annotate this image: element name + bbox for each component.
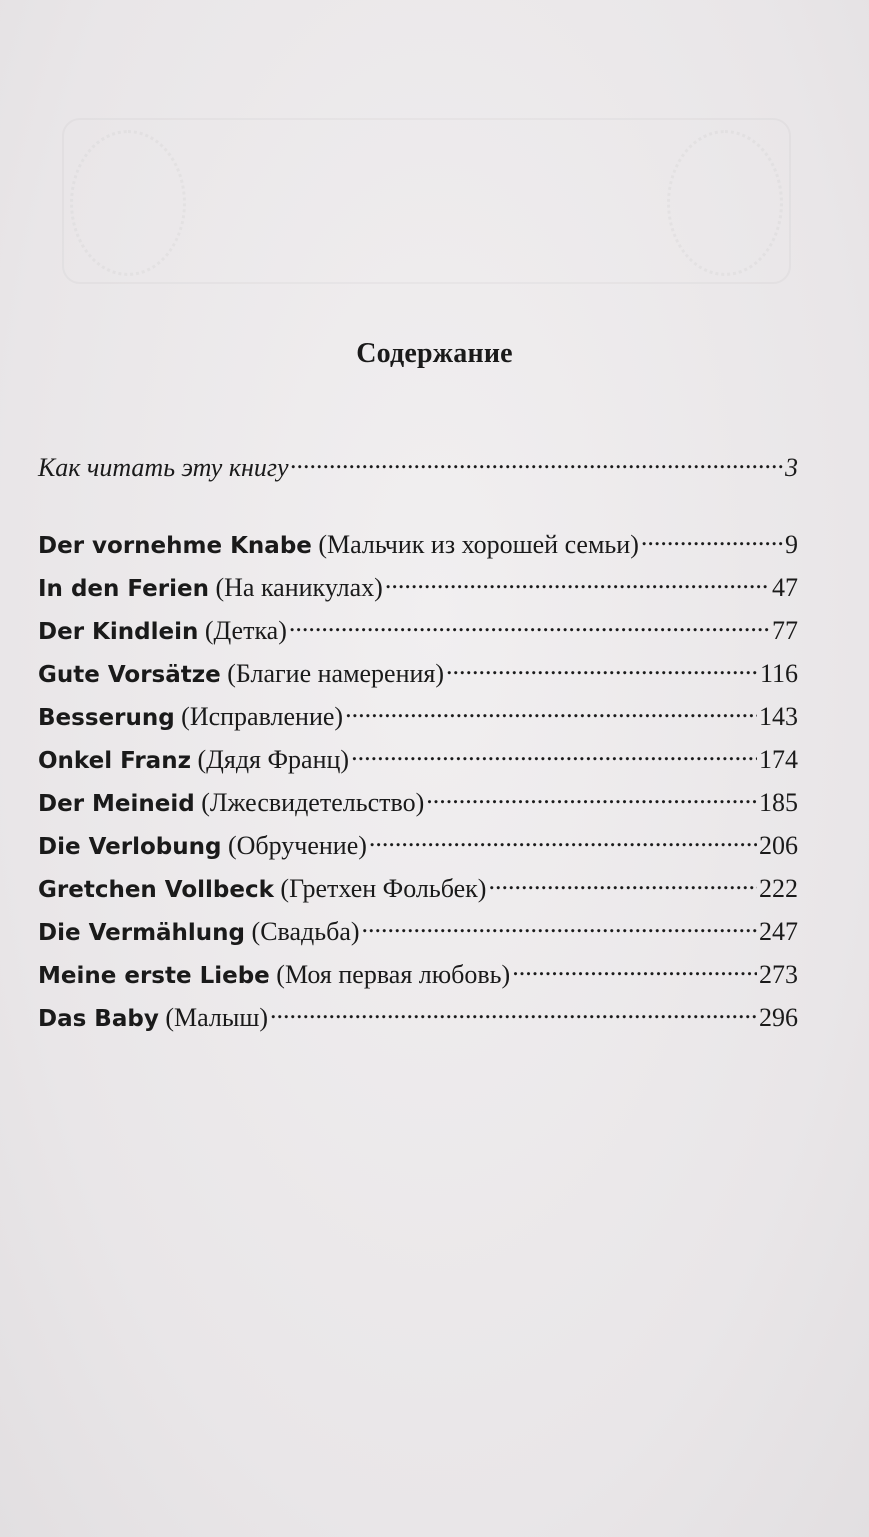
- toc-intro-page: 3: [785, 453, 798, 482]
- dot-leader: [385, 562, 770, 596]
- dot-leader: [369, 820, 757, 854]
- toc-entry-page: 47: [772, 573, 798, 602]
- toc-entry-page: 247: [759, 917, 798, 946]
- toc-entry-russian-title: (Моя первая любовь): [276, 960, 511, 989]
- toc-intro-line: [38, 442, 798, 485]
- contents-heading: Содержание: [356, 338, 513, 369]
- toc-entry-page: 116: [759, 659, 798, 688]
- dot-leader: [351, 734, 757, 768]
- toc-entry-page: 222: [759, 874, 798, 903]
- dot-leader: [641, 519, 783, 553]
- toc-entry-russian-title: (Дядя Франц): [197, 745, 350, 774]
- toc-entry-russian-title: (Благие намерения): [227, 659, 445, 688]
- toc-entry: [38, 734, 798, 778]
- toc-intro-title: Как читать эту книгу: [38, 453, 289, 482]
- dot-leader: [512, 949, 757, 983]
- toc-entry-german-title: In den Ferien: [38, 576, 209, 602]
- dot-leader: [488, 863, 757, 897]
- toc-entry: [38, 691, 798, 735]
- toc-entry-russian-title: (На каникулах): [215, 573, 383, 602]
- toc-entry-german-title: Meine erste Liebe: [38, 963, 270, 989]
- toc-entry-german-title: Die Verlobung: [38, 834, 222, 860]
- toc-entry: [38, 992, 798, 1036]
- toc-entry-german-title: Das Baby: [38, 1006, 159, 1032]
- dot-leader: [362, 906, 757, 940]
- toc-entry-page: 174: [759, 745, 798, 774]
- toc-entry-german-title: Onkel Franz: [38, 748, 191, 774]
- toc-entry-russian-title: (Обручение): [227, 831, 367, 860]
- toc-entry: [38, 648, 798, 692]
- toc-entry: [38, 562, 798, 606]
- toc-entry-german-title: Der Kindlein: [38, 619, 199, 645]
- toc-entry: [38, 949, 798, 993]
- dot-leader: [446, 648, 758, 682]
- toc-entry-german-title: Gretchen Vollbeck: [38, 877, 274, 903]
- toc-entry-russian-title: (Лжесвидетельство): [201, 788, 425, 817]
- toc-entry-page: 77: [772, 616, 798, 645]
- toc-entry-russian-title: (Мальчик из хорошей семьи): [318, 530, 639, 559]
- toc-entry-german-title: Die Vermählung: [38, 920, 246, 946]
- toc-entry: [38, 519, 798, 563]
- dot-leader: [426, 777, 757, 811]
- toc-entry-page: 9: [785, 530, 798, 559]
- toc-entry: [38, 777, 798, 821]
- dot-leader: [270, 992, 757, 1026]
- toc-entry-german-title: Der vornehme Knabe: [38, 533, 312, 559]
- toc-entry: [38, 906, 798, 950]
- toc-entry-german-title: Besserung: [38, 705, 175, 731]
- dot-leader: [291, 442, 783, 476]
- toc-entry-page: 273: [759, 960, 798, 989]
- toc-entry-page: 296: [759, 1003, 798, 1032]
- bleed-through-banner: [62, 118, 791, 284]
- toc-entry: [38, 820, 798, 864]
- toc-entry: [38, 863, 798, 907]
- dot-leader: [345, 691, 757, 725]
- toc-entry-russian-title: (Гретхен Фольбек): [280, 874, 487, 903]
- toc-entry-russian-title: (Малыш): [165, 1003, 268, 1032]
- toc-entry: [38, 605, 798, 649]
- toc-entry-page: 143: [759, 702, 798, 731]
- toc-entry-page: 185: [759, 788, 798, 817]
- toc-entry-russian-title: (Исправление): [181, 702, 344, 731]
- toc-entry-german-title: Der Meineid: [38, 791, 195, 817]
- toc-entry-page: 206: [759, 831, 798, 860]
- toc-entry-russian-title: (Детка): [204, 616, 287, 645]
- toc-entry-russian-title: (Свадьба): [251, 917, 360, 946]
- dot-leader: [289, 605, 770, 639]
- toc-entry-german-title: Gute Vorsätze: [38, 662, 221, 688]
